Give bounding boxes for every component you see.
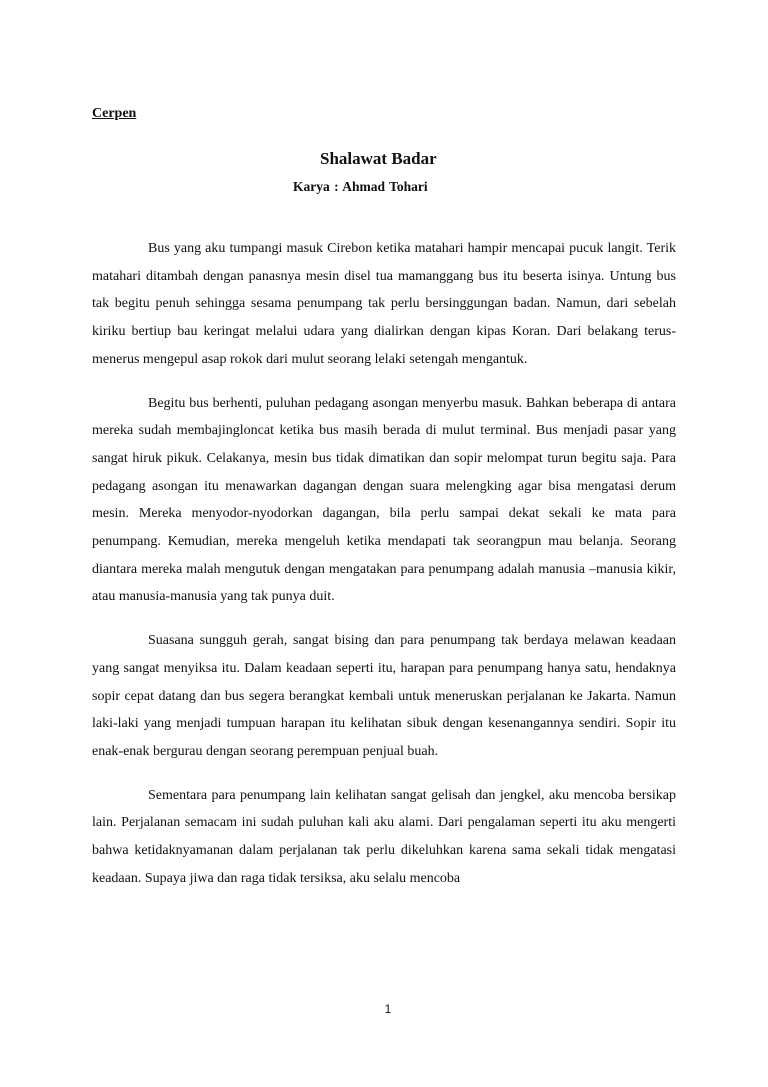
document-label: Cerpen bbox=[92, 106, 137, 121]
paragraph-1: Bus yang aku tumpangi masuk Cirebon ketika matahari hampir mencapai pucuk langit. Terik matahari ditambah dengan panasnya mesin disel tua mamanggang bus itu beserta isinya. Untung bus tak begitu penuh sehingga sesama penumpang tak perlu bersinggungan badan. Namun, dari sebelah kiriku bertiup bau keringat melalui udara yang dialirkan dengan kipas Koran. Dari belakang terus-menerus mengepul asap rokok dari mulut seorang lelaki setengah mengantuk. bbox=[92, 241, 676, 367]
paragraph-2: Begitu bus berhenti, puluhan pedagang asongan menyerbu masuk. Bahkan beberapa di antara mereka sudah membajingloncat ketika bus masih berada di mulut terminal. Bus menjadi pasar yang sangat hiruk pikuk. Celakanya, mesin bus tidak dimatikan dan sopir melompat turun begitu saja. Para pedagang asongan itu menawarkan dagangan dengan suara melengking agar bisa mengatasi derum mesin. Mereka menyodor-nyodorkan dagangan, bila perlu sampai dekat sekali ke mata para penumpang. Kemudian, mereka mengeluh ketika mendapati tak seorangpun mau belanja. Seorang diantara mereka malah mengutuk dengan mengatakan para penumpang adalah manusia –manusia kikir, atau manusia-manusia yang tak punya duit. bbox=[92, 395, 676, 605]
paragraph-3: Suasana sungguh gerah, sangat bising dan para penumpang tak berdaya melawan keadaan yang sangat menyiksa itu. Dalam keadaan seperti itu, harapan para penumpang hanya satu, hendaknya sopir cepat datang dan bus segera berangkat kembali untuk meneruskan perjalanan ke Jakarta. Namun laki-laki yang menjadi tumpuan harapan itu kelihatan sibuk dengan kesenangannya sendiri. Sopir itu enak-enak bergurau dengan seorang perempuan penjual buah. bbox=[92, 633, 676, 759]
story-title: Shalawat Badar bbox=[320, 149, 437, 168]
author-line: Karya : Ahmad Tohari bbox=[293, 179, 428, 194]
paragraph-4: Sementara para penumpang lain kelihatan sangat gelisah dan jengkel, aku mencoba bersikap lain. Perjalanan semacam ini sudah puluhan kali aku alami. Dari pengalaman seperti itu aku mengerti bahwa ketidaknyamanan dalam perjalanan tak perlu dikeluhkan karena sama sekali tidak mengatasi keadaan. Supaya jiwa dan raga tidak tersiksa, aku selalu mencoba bbox=[92, 787, 676, 886]
story-body bbox=[92, 235, 676, 908]
page-number: 1 bbox=[384, 1002, 392, 1016]
